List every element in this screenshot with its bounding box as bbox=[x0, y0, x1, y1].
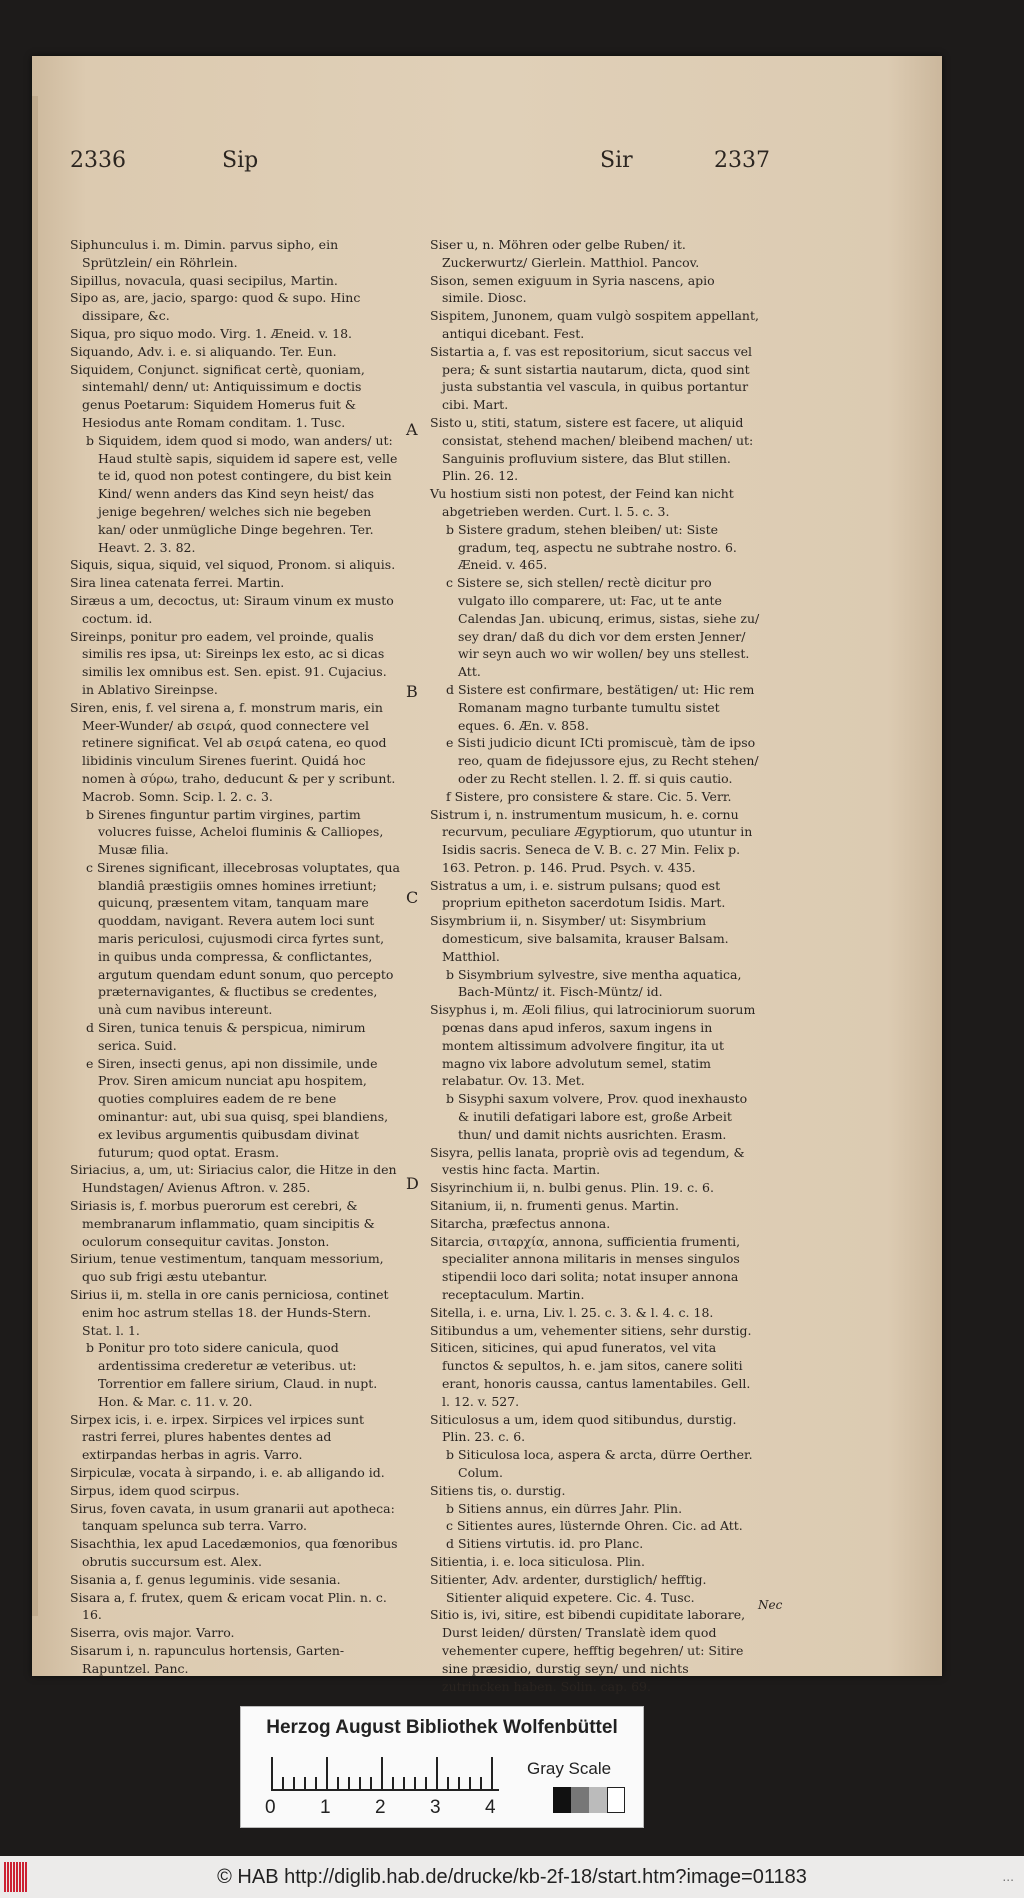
entry: Sitarcha, præfectus annona. bbox=[430, 1215, 611, 1231]
page-edge bbox=[32, 96, 38, 1616]
entry: b Sisymbrium sylvestre, sive mentha aquatica, Bach-Müntz/ it. Fisch-Müntz/ id. bbox=[446, 966, 742, 1000]
entry: d Sistere est confirmare, bestätigen/ ut: Hic rem Romanam magno turbante tumultu sistet eques. 6. Æn. v. 858. bbox=[446, 681, 755, 733]
scale-numbers bbox=[263, 1797, 523, 1819]
ruler-tick bbox=[491, 1757, 493, 1789]
ruler-tick bbox=[359, 1777, 361, 1789]
entry: f Sistere, pro consistere & stare. Cic. 5. Verr. bbox=[446, 788, 732, 804]
left-column bbox=[70, 236, 400, 1678]
page-number-left: 2336 bbox=[70, 148, 126, 173]
footer-bar bbox=[0, 1856, 1024, 1898]
entry: Siriasis is, f. morbus puerorum est cerebri, & membranarum inflammatio, quam sincipitis & oculorum consequitur cavitas. Jonston. bbox=[70, 1198, 375, 1249]
ruler-tick bbox=[447, 1777, 449, 1789]
entry: Sirpus, idem quod scirpus. bbox=[70, 1482, 240, 1498]
entry: Siphunculus i. m. Dimin. parvus sipho, ein Sprützlein/ ein Röhrlein. bbox=[70, 237, 339, 270]
catchword: Nec bbox=[758, 1598, 783, 1612]
margin-letter: A bbox=[406, 420, 418, 439]
book-page bbox=[32, 56, 942, 1694]
ruler-tick bbox=[469, 1777, 471, 1789]
entry: d Sitiens virtutis. id. pro Planc. bbox=[446, 1536, 644, 1552]
entry: Sirium, tenue vestimentum, tanquam messorium, quo sub frigi æstu utebantur. bbox=[70, 1251, 384, 1285]
ruler-tick bbox=[436, 1757, 438, 1789]
entry: c Sirenes significant, illecebrosas voluptates, qua blandiâ præstigiis omnes homines irretiunt; quicunq, præsentem vitam, tanquam mare quoddam, navigant. Revera autem loci sunt maris periculosi, cujusmodi circa fyrtes sunt, in quibus unda compressa, & conflictantes, argutum quendam edunt sonum, quo percepto præternavigantes, & fluctibus se credentes, unà cum navibus intereunt. bbox=[86, 859, 400, 1018]
scale-number: 0 bbox=[265, 1797, 276, 1818]
margin-letter: C bbox=[406, 888, 419, 907]
library-title: Herzog August Bibliothek Wolfenbüttel bbox=[266, 1717, 618, 1738]
entry: Sipillus, novacula, quasi secipilus, Martin. bbox=[70, 272, 338, 288]
entry: Sistartia a, f. vas est repositorium, sicut saccus vel pera; & sunt sistartia nautarum, dicta, quod sint justa substantia vel vascula, in quibus portantur cibi. Mart. bbox=[430, 343, 753, 413]
scale-number: 2 bbox=[375, 1797, 386, 1818]
gray-swatch bbox=[571, 1787, 589, 1813]
running-head-left: Sip bbox=[222, 148, 259, 173]
copyright-url[interactable]: © HAB http://diglib.hab.de/drucke/kb-2f-18/start.htm?image=01183 bbox=[217, 1866, 807, 1888]
entry: Sitanium, ii, n. frumenti genus. Martin. bbox=[430, 1198, 679, 1214]
entry: Sira linea catenata ferrei. Martin. bbox=[70, 575, 285, 591]
entry: Sirius ii, m. stella in ore canis perniciosa, continet enim hoc astrum stellas 18. der Hunds-Stern. Stat. l. 1. bbox=[70, 1287, 389, 1338]
ruler-tick bbox=[304, 1777, 306, 1789]
entry: Siquidem, Conjunct. significat certè, quoniam, sintemahl/ denn/ ut: Antiquissimum e doctis genus Poetarum: Siquidem Homerus fuit & Hesiodus ante Romam conditam. 1. Tusc. bbox=[70, 361, 365, 430]
ruler-tick bbox=[381, 1757, 383, 1789]
entry: Sirpiculæ, vocata à sirpando, i. e. ab alligando id. bbox=[70, 1464, 385, 1480]
entry: Sisachthia, lex apud Lacedæmonios, qua fœnoribus obrutis succursum est. Alex. bbox=[70, 1536, 398, 1569]
entry: Siquis, siqua, siquid, vel siquod, Pronom. si aliquis. bbox=[70, 557, 396, 573]
margin-letter: B bbox=[406, 682, 418, 701]
entry: Vu hostium sisti non potest, der Feind kan nicht abgetrieben werden. Curt. l. 5. c. 3. bbox=[430, 486, 734, 519]
entry: Siren, enis, f. vel sirena a, f. monstrum maris, ein Meer-Wunder/ ab σειρά, quod connectere vel retinere significat. Vel ab σειρά catena, eo quod libidinis vinculum Sirenes fuerint. Quidá hoc nomen à σύρω, traho, deducunt & per y scribunt. Macrob. Somn. Scip. l. 2. c. 3. bbox=[70, 699, 396, 804]
gray-swatch bbox=[553, 1787, 571, 1813]
margin-letter: D bbox=[406, 1174, 419, 1193]
ruler-tick bbox=[337, 1777, 339, 1789]
ruler-tick bbox=[282, 1777, 284, 1789]
entry: Sisyrinchium ii, n. bulbi genus. Plin. 19. c. 6. bbox=[430, 1180, 714, 1196]
ruler-tick bbox=[326, 1757, 328, 1789]
gray-swatch bbox=[607, 1787, 625, 1813]
ruler-tick bbox=[315, 1777, 317, 1789]
entry: b Sitiens annus, ein dürres Jahr. Plin. bbox=[446, 1500, 683, 1516]
ruler-tick bbox=[293, 1777, 295, 1789]
entry: Sisymbrium ii, n. Sisymber/ ut: Sisymbrium domesticum, sive balsamita, krauser Balsam. Matthiol. bbox=[430, 913, 729, 964]
entry: Sipo as, are, jacio, spargo: quod & supo. Hinc dissipare, &c. bbox=[70, 290, 361, 324]
entry: Sistrum i, n. instrumentum musicum, h. e. cornu recurvum, peculiare Ægyptiorum, quo utuntur in Isidis sacris. Seneca de V. B. c. 27 Min. Felix p. 163. Petron. p. 146. Prud. Psych. v. 435. bbox=[430, 806, 753, 875]
entry: Sison, semen exiguum in Syria nascens, apio simile. Diosc. bbox=[430, 272, 715, 306]
gray-swatch bbox=[589, 1787, 607, 1813]
scale-ruler bbox=[271, 1757, 499, 1791]
entry: Siræus a um, decoctus, ut: Siraum vinum ex musto coctum. id. bbox=[70, 592, 394, 626]
entry: Sisarum i, n. rapunculus hortensis, Garten-Rapuntzel. Panc. bbox=[70, 1642, 345, 1676]
entry: Sireinps, ponitur pro eadem, vel proinde, qualis similis res ipsa, ut: Sireinps lex esto, ac si dicas similis lex omnibus est. Sen. epist. 91. Cujacius. in Ablativo Sireinpse. bbox=[70, 628, 387, 697]
entry: Sisara a, f. frutex, quem & ericam vocat Plin. n. c. 16. bbox=[70, 1589, 387, 1623]
running-head-right: Sir bbox=[600, 148, 633, 173]
entry: Sitientia, i. e. loca siticulosa. Plin. bbox=[430, 1553, 645, 1569]
more-icon[interactable]: ... bbox=[1002, 1868, 1014, 1884]
ruler-tick bbox=[480, 1777, 482, 1789]
entry: Sisyphus i, m. Æoli filius, qui latrociniorum suorum pœnas dans apud inferos, saxum ingens in montem altissimum advolvere fingitur, ita ut magno vix labore advolutum semel, statim relabatur. Ov. 13. Met. bbox=[430, 1002, 756, 1089]
entry: Siticen, siticines, qui apud funeratos, vel vita functos & sepultos, h. e. jam sitos, canere soliti erant, honoris caussa, cantus lamentabiles. Gell. l. 12. v. 527. bbox=[430, 1340, 751, 1409]
entry: b Sistere gradum, stehen bleiben/ ut: Siste gradum, teq, aspectu ne subtrahe nostro. 6. Æneid. v. 465. bbox=[446, 521, 737, 573]
entry: Siriacius, a, um, ut: Siriacius calor, die Hitze in den Hundstagen/ Avienus Aftron. v. 285. bbox=[70, 1162, 397, 1196]
entry: Sisyra, pellis lanata, propriè ovis ad tegendum, & vestis hinc facta. Martin. bbox=[430, 1144, 745, 1178]
entry: c Sitientes aures, lüsternde Ohren. Cic. ad Att. bbox=[446, 1518, 743, 1534]
entry: Sitienter, Adv. ardenter, durstiglich/ hefftig. bbox=[430, 1571, 707, 1587]
entry: b Sisyphi saxum volvere, Prov. quod inexhausto & inutili defatigari labore est, große Arbeit thun/ und damit nichts ausrichten. Erasm. bbox=[446, 1091, 748, 1142]
entry: Siticulosus a um, idem quod sitibundus, durstig. Plin. 23. c. 6. bbox=[430, 1411, 737, 1445]
entry: Sisania a, f. genus leguminis. vide sesania. bbox=[70, 1571, 341, 1587]
entry: e Siren, insecti genus, api non dissimile, unde Prov. Siren amicum nunciat apu hospitem, quoties compluires eadem de re bene ominantur: aut, ubi sua quisq, spei blandiens, ex levibus argumentis quibusdam divinat futurum; quod optat. Erasm. bbox=[86, 1055, 389, 1160]
ruler-tick bbox=[392, 1777, 394, 1789]
entry: Sitibundus a um, vehementer sitiens, sehr durstig. bbox=[430, 1322, 752, 1338]
gray-scale-label: Gray Scale bbox=[527, 1759, 612, 1778]
entry: Sisto u, stiti, statum, sistere est facere, ut aliquid consistat, stehend machen/ bleibend machen/ ut: Sanguinis profluvium sistere, das Blut stillen. Plin. 26. 12. bbox=[430, 414, 754, 484]
color-calibration-card bbox=[240, 1706, 644, 1828]
entry: Siquando, Adv. i. e. si aliquando. Ter. Eun. bbox=[70, 343, 337, 359]
scale-number: 4 bbox=[485, 1797, 496, 1818]
entry: Sitella, i. e. urna, Liv. l. 25. c. 3. & l. 4. c. 18. bbox=[430, 1304, 714, 1320]
ruler-tick bbox=[458, 1777, 460, 1789]
ruler-tick bbox=[414, 1777, 416, 1789]
entry: c Sistere se, sich stellen/ rectè dicitur pro vulgato illo comparere, ut: Fac, ut te ante Calendas Jan. ubicunq, erimus, sistas, siehe zu/ sey dran/ daß du dich vor dem ersten Jenner/ wir seyn auch wo wir wollen/ bey uns stellest. Att. bbox=[446, 575, 760, 680]
entry: Sistratus a um, i. e. sistrum pulsans; quod est proprium epitheton sacerdotum Isidis. Mart. bbox=[430, 877, 726, 911]
entry: Sispitem, Junonem, quam vulgò sospitem appellant, antiqui dicebant. Fest. bbox=[430, 308, 759, 341]
scale-number: 1 bbox=[320, 1797, 331, 1818]
ruler-tick bbox=[348, 1777, 350, 1789]
ruler-tick bbox=[370, 1777, 372, 1789]
entry: Sitiens tis, o. durstig. bbox=[430, 1482, 566, 1498]
ruler-tick bbox=[403, 1777, 405, 1789]
entry: b Siquidem, idem quod si modo, wan anders/ ut: Haud stultè sapis, siquidem id sapere est, velle te id, quod non potest contingere, du bist kein Kind/ wenn anders das Kind seyn heist/ das jenige begehren/ welches sich nie begeben kan/ oder unmügliche Dinge begehren. Ter. Heavt. 2. 3. 82. bbox=[86, 432, 398, 555]
ruler-tick bbox=[425, 1777, 427, 1789]
entry: b Ponitur pro toto sidere canicula, quod ardentissima crederetur æ veteribus. ut: Torrentior em fallere sirium, Claud. in nupt. Hon. & Mar. c. 11. v. 20. bbox=[86, 1340, 378, 1409]
entry: b Siticulosa loca, aspera & arcta, dürre Oerther. Colum. bbox=[446, 1447, 753, 1480]
entry: d Siren, tunica tenuis & perspicua, nimirum serica. Suid. bbox=[86, 1020, 366, 1053]
entry: Sirpex icis, i. e. irpex. Sirpices vel irpices sunt rastri ferrei, plures habentes dentes ad extirpandas herbas in agris. Varro. bbox=[70, 1411, 365, 1463]
entry: Sitienter aliquid expetere. Cic. 4. Tusc. bbox=[446, 1589, 695, 1605]
entry: Sitarcia, σιταρχία, annona, sufficientia frumenti, specialiter annona militaris in menses singulos stipendii loco dari solita; notat insuper annona receptaculum. Martin. bbox=[430, 1233, 741, 1303]
entry: Siserra, ovis major. Varro. bbox=[70, 1625, 235, 1641]
scale-number: 3 bbox=[430, 1797, 441, 1818]
entry: b Sirenes finguntur partim virgines, partim volucres fuisse, Acheloi fluminis & Calliopes, Musæ filia. bbox=[86, 806, 384, 858]
page-number-right: 2337 bbox=[714, 148, 770, 173]
entry: e Sisti judicio dicunt ICti promiscuè, tàm de ipso reo, quam de fidejussore ejus, zu Recht stehen/ oder zu Recht stellen. l. 2. ff. si quis cautio. bbox=[446, 735, 759, 786]
ruler-tick bbox=[271, 1757, 273, 1789]
entry: Sirus, foven cavata, in usum granarii aut apotheca: tanquam spelunca sub terra. Varro. bbox=[70, 1500, 395, 1534]
right-column bbox=[430, 236, 760, 1695]
entry: Sitio is, ivi, sitire, est bibendi cupiditate laborare, Durst leiden/ dürsten/ Translatè idem quod vehementer cupere, hefftig begehren/ ut: Sitire sine præsidio, durstig seyn/ und nichts zutrincken haben. Solin. cap. 69. bbox=[430, 1607, 746, 1694]
entry: Siqua, pro siquo modo. Virg. 1. Æneid. v. 18. bbox=[70, 325, 353, 341]
entry: Siser u, n. Möhren oder gelbe Ruben/ it. Zuckerwurtz/ Gierlein. Matthiol. Pancov. bbox=[430, 237, 700, 270]
